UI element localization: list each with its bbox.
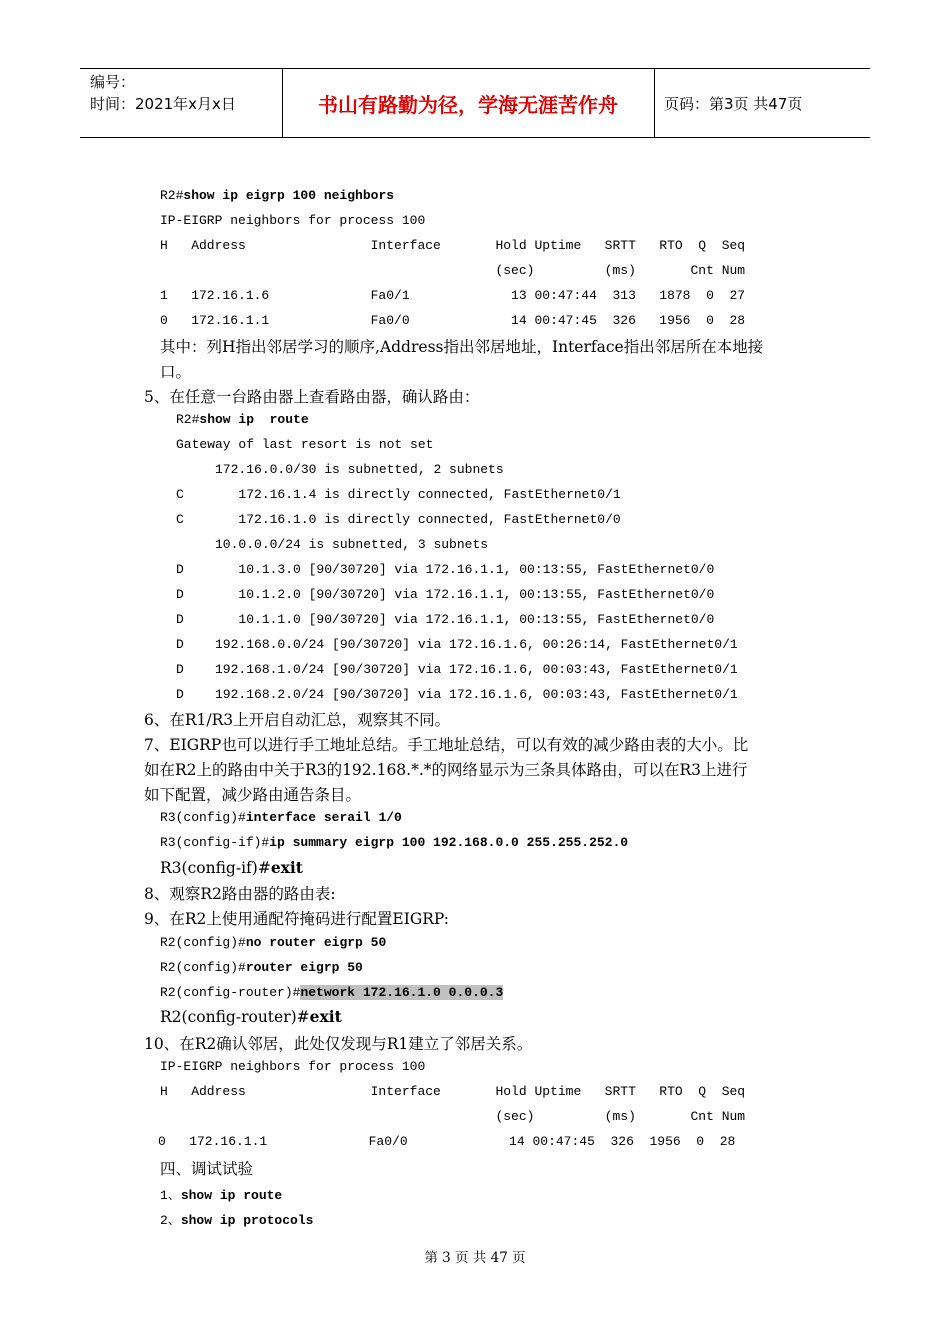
list-number: 1、 — [160, 1188, 181, 1203]
route-entry: D 10.1.3.0 [90/30720] via 172.16.1.1, 00:13:55, FastEthernet0/0 — [176, 562, 715, 577]
command: show ip protocols — [180, 1213, 314, 1228]
command: exit — [270, 858, 303, 877]
prompt: R2(config)# — [160, 935, 246, 950]
route-entry: D 10.1.1.0 [90/30720] via 172.16.1.1, 00:13:55, FastEthernet0/0 — [176, 612, 715, 627]
command-line — [160, 188, 394, 203]
route-entry: C 172.16.1.0 is directly connected, FastEthernet0/0 — [176, 512, 621, 527]
command: router eigrp 50 — [245, 960, 363, 975]
step-heading: 8、观察R2路由器的路由表: — [144, 885, 336, 903]
table-header: H Address Interface Hold Uptime SRTT RTO Q Seq — [160, 238, 746, 253]
header-page-info: 页码：第3页 共47页 — [664, 94, 803, 113]
command-line — [160, 810, 402, 825]
route-entry: D 192.168.2.0/24 [90/30720] via 172.16.1.6, 00:03:43, FastEthernet0/1 — [176, 687, 738, 702]
route-entry: C 172.16.1.4 is directly connected, FastEthernet0/1 — [176, 487, 621, 502]
command: show ip eigrp 100 neighbors — [183, 188, 395, 203]
command-line — [160, 858, 303, 877]
document-date: 时间：2021年x月x日 — [90, 95, 236, 113]
route-entry: D 192.168.0.0/24 [90/30720] via 172.16.1.6, 00:26:14, FastEthernet0/1 — [176, 637, 738, 652]
prompt: R2(config-router)# — [160, 1008, 310, 1026]
paragraph-line: 其中：列H指出邻居学习的顺序,Address指出邻居地址，Interface指出邻居所在本地接 — [160, 338, 764, 356]
paragraph-line: 如下配置，减少路由通告条目。 — [144, 786, 362, 804]
output-line: IP-EIGRP neighbors for process 100 — [160, 1059, 426, 1074]
route-entry: D 192.168.1.0/24 [90/30720] via 172.16.1.6, 00:03:43, FastEthernet0/1 — [176, 662, 738, 677]
output-line: 10.0.0.0/24 is subnetted, 3 subnets — [176, 537, 489, 552]
output-line: 172.16.0.0/30 is subnetted, 2 subnets — [176, 462, 504, 477]
command-line — [160, 1007, 342, 1026]
paragraph-line: 7、EIGRP也可以进行手工地址总结。手工地址总结，可以有效的减少路由表的大小。比 — [144, 736, 749, 754]
paragraph-line: 如在R2上的路由中关于R3的192.168.*.*的网络显示为三条具体路由，可以在R3上进行 — [144, 761, 748, 779]
page-header — [80, 68, 870, 138]
command: ip summary eigrp 100 192.168.0.0 255.255.252.0 — [269, 835, 629, 850]
document-number-label: 编号： — [90, 73, 136, 91]
table-row: 0 172.16.1.1 Fa0/0 14 00:47:45 326 1956 0 28 — [158, 1134, 736, 1149]
header-divider — [654, 69, 655, 137]
command: exit — [309, 1007, 342, 1026]
prompt: R3(config-if)# — [160, 835, 270, 850]
command-line — [176, 412, 309, 427]
step-heading: 5、在任意一台路由器上查看路由器，确认路由： — [144, 388, 480, 406]
prompt: R3(config-if)# — [160, 859, 271, 877]
command-line — [160, 935, 386, 950]
table-header: H Address Interface Hold Uptime SRTT RTO Q Seq — [160, 1084, 746, 1099]
prompt: R2# — [160, 188, 184, 203]
debug-command — [160, 1184, 282, 1203]
step-heading: 10、在R2确认邻居，此处仅发现与R1建立了邻居关系。 — [144, 1035, 533, 1053]
command-line — [160, 835, 628, 850]
table-header-units: (sec) (ms) Cnt Num — [160, 263, 746, 278]
command-line — [160, 985, 503, 1000]
highlighted-command: network 172.16.1.0 0.0.0.3 — [300, 985, 504, 1000]
section-heading: 四、调试试验 — [160, 1160, 254, 1178]
debug-command — [160, 1209, 313, 1228]
step-heading: 9、在R2上使用通配符掩码进行配置EIGRP: — [144, 910, 449, 928]
output-line: Gateway of last resort is not set — [176, 437, 434, 452]
command: interface serail 1/0 — [245, 810, 402, 825]
table-row: 1 172.16.1.6 Fa0/1 13 00:47:44 313 1878 0 27 — [160, 288, 746, 303]
prompt: R2# — [176, 412, 200, 427]
header-motto: 书山有路勤为径，学海无涯苦作舟 — [318, 92, 618, 117]
list-number: 2、 — [160, 1213, 181, 1228]
command: show ip route — [180, 1188, 283, 1203]
step-heading: 6、在R1/R3上开启自动汇总，观察其不同。 — [144, 711, 451, 729]
prompt: R3(config)# — [160, 810, 246, 825]
table-row: 0 172.16.1.1 Fa0/0 14 00:47:45 326 1956 0 28 — [160, 313, 746, 328]
command: show ip route — [199, 412, 309, 427]
route-entry: D 10.1.2.0 [90/30720] via 172.16.1.1, 00:13:55, FastEthernet0/0 — [176, 587, 715, 602]
header-meta — [90, 71, 280, 115]
prompt: R2(config)# — [160, 960, 246, 975]
output-line: IP-EIGRP neighbors for process 100 — [160, 213, 426, 228]
command-line — [160, 960, 363, 975]
page-footer: 第 3 页 共 47 页 — [424, 1250, 526, 1266]
command: no router eigrp 50 — [245, 935, 387, 950]
table-header-units: (sec) (ms) Cnt Num — [160, 1109, 746, 1124]
prompt: R2(config-router)# — [160, 985, 301, 1000]
paragraph-line: 口。 — [160, 363, 192, 381]
